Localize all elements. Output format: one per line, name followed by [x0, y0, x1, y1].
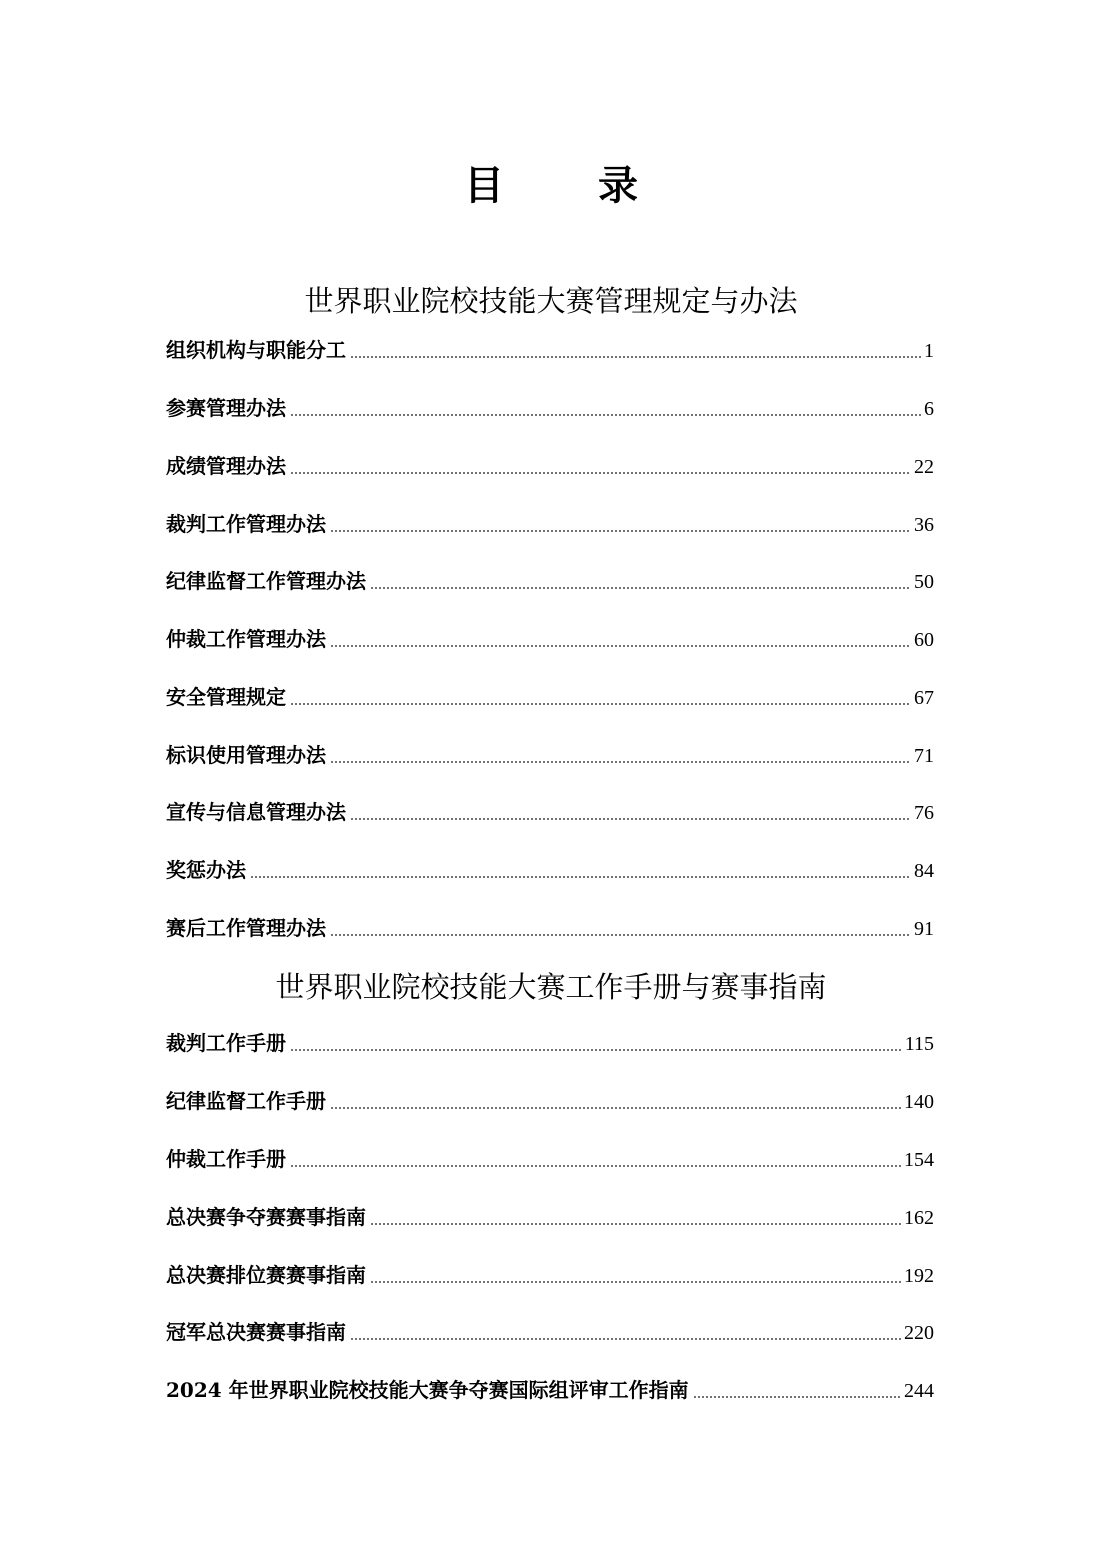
toc-entry-page: 36: [914, 514, 934, 536]
dot-leader: [250, 876, 911, 878]
toc-entry[interactable]: [166, 1202, 934, 1232]
toc-entry-page: 50: [914, 571, 934, 593]
dot-leader: [290, 472, 911, 474]
dot-leader: [330, 1107, 901, 1109]
toc-entry-title: 参赛管理办法: [166, 396, 286, 420]
toc-entry[interactable]: [166, 1260, 934, 1290]
toc-entry-title: 2024 年世界职业院校技能大赛争夺赛国际组评审工作指南: [166, 1378, 689, 1402]
dot-leader: [350, 1338, 901, 1340]
toc-entry-title: 裁判工作管理办法: [166, 512, 326, 536]
toc-entry-title: 赛后工作管理办法: [166, 916, 326, 940]
toc-entry[interactable]: [166, 1317, 934, 1347]
toc-entry-title: 纪律监督工作手册: [166, 1089, 326, 1113]
toc-entry[interactable]: [166, 566, 934, 596]
dot-leader: [330, 645, 911, 647]
dot-leader: [330, 934, 911, 936]
toc-entry[interactable]: [166, 740, 934, 770]
section-heading-regulations: 世界职业院校技能大赛管理规定与办法: [304, 284, 798, 318]
toc-entry-page: 67: [914, 687, 934, 709]
toc-entry-title: 冠军总决赛赛事指南: [166, 1320, 346, 1344]
toc-entry[interactable]: [166, 451, 934, 481]
toc-entry-title: 标识使用管理办法: [166, 743, 326, 767]
dot-leader: [330, 530, 911, 532]
toc-entry[interactable]: [166, 624, 934, 654]
dot-leader: [370, 1223, 901, 1225]
toc-entry-title: 总决赛争夺赛赛事指南: [166, 1205, 366, 1229]
dot-leader: [350, 356, 921, 358]
toc-entry-page: 162: [904, 1207, 934, 1229]
toc-entry-title: 安全管理规定: [166, 685, 286, 709]
toc-entry[interactable]: [166, 1144, 934, 1174]
toc-entry-title: 仲裁工作管理办法: [166, 627, 326, 651]
toc-entry[interactable]: [166, 335, 934, 365]
toc-entry-page: 91: [914, 918, 934, 940]
dot-leader: [370, 1281, 901, 1283]
toc-entry-page: 71: [914, 745, 934, 767]
toc-entry[interactable]: [166, 1086, 934, 1116]
toc-entry-page: 76: [914, 802, 934, 824]
dot-leader: [350, 818, 911, 820]
toc-entry-title: 成绩管理办法: [166, 454, 286, 478]
toc-entry-page: 220: [904, 1322, 934, 1344]
toc-entry[interactable]: [166, 1028, 934, 1058]
dot-leader: [290, 703, 911, 705]
toc-entry-page: 244: [904, 1380, 934, 1402]
toc-entry[interactable]: [166, 509, 934, 539]
document-title: 目 录: [464, 163, 678, 209]
toc-entry-page: 84: [914, 860, 934, 882]
toc-entry-title: 裁判工作手册: [166, 1031, 286, 1055]
toc-entry-title: 宣传与信息管理办法: [166, 800, 346, 824]
toc-entry-page: 6: [924, 398, 934, 420]
toc-entry-page: 60: [914, 629, 934, 651]
dot-leader: [370, 587, 911, 589]
toc-entry[interactable]: [166, 682, 934, 712]
dot-leader: [693, 1396, 901, 1398]
toc-entry[interactable]: [166, 855, 934, 885]
toc-entry-page: 22: [914, 456, 934, 478]
toc-entry-page: 1: [924, 340, 934, 362]
toc-entry[interactable]: [166, 797, 934, 827]
toc-entry-title: 组织机构与职能分工: [166, 338, 346, 362]
toc-entry-page: 115: [904, 1033, 934, 1055]
toc-entry-page: 140: [904, 1091, 934, 1113]
toc-entry-page: 192: [904, 1265, 934, 1287]
toc-entry[interactable]: [166, 1375, 934, 1405]
toc-entry-page: 154: [904, 1149, 934, 1171]
toc-entry-title: 纪律监督工作管理办法: [166, 569, 366, 593]
dot-leader: [290, 1049, 902, 1051]
section-heading-handbooks: 世界职业院校技能大赛工作手册与赛事指南: [275, 970, 827, 1004]
toc-entry[interactable]: [166, 913, 934, 943]
toc-entry-title: 仲裁工作手册: [166, 1147, 286, 1171]
toc-entry-title: 总决赛排位赛赛事指南: [166, 1263, 366, 1287]
dot-leader: [330, 761, 911, 763]
toc-entry-title: 奖惩办法: [166, 858, 246, 882]
dot-leader: [290, 1165, 901, 1167]
toc-entry[interactable]: [166, 393, 934, 423]
dot-leader: [290, 414, 921, 416]
